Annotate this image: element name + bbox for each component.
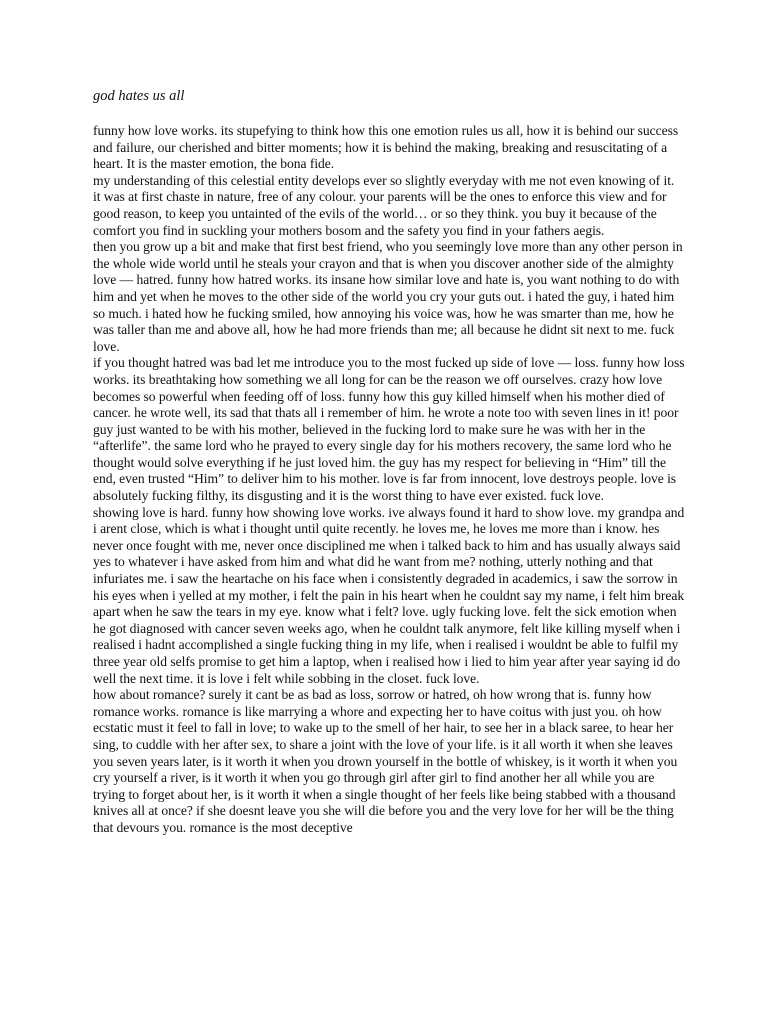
paragraph: my understanding of this celestial entity develops ever so slightly everyday with me not even knowing of it. it was at first chaste in nature, free of any colour. your parents will be the ones to enforce this view and for good reason, to keep you untainted of the evils of the world… or so they think. you buy it because of the comfort you find in suckling your mothers bosom and the safety you find in your fathers aegis.	[93, 172, 675, 238]
document-body	[93, 123, 685, 837]
paragraph: if you thought hatred was bad let me introduce you to the most fucked up side of love — loss. funny how loss works. its breathtaking how something we all long for can be the reason we off ourselves. crazy how love becomes so powerful when feeding off of loss. funny how this guy killed himself when his mother died of cancer. he wrote well, its sad that thats all i remember of him. he wrote a note too with seven lines in it! poor guy just wanted to be with his mother, believed in the fucking lord to make sure he was with her in the “afterlife”. the same lord who he prayed to every single day for his mothers recovery, the same lord who he thought would solve everything if he just loved him. the guy has my respect for believing in “Him” till the end, even trusted “Him” to deliver him to his mother. love is far from innocent, love destroys people. love is absolutely fucking filthy, its disgusting and it is the worst thing to have ever existed. fuck love.	[93, 355, 685, 504]
paragraph: then you grow up a bit and make that first best friend, who you seemingly love more than any other person in the whole wide world until he steals your crayon and that is when you discover another side of the almighty love — hatred. funny how hatred works. its insane how similar love and hate is, you want nothing to do with him and yet when he moves to the other side of the world you cry your guts out. i hated the guy, i hated him so much. i hated how he fucking smiled, how annoying his voice was, how he was smarter than me, how he was taller than me and above all, how he had more friends than me; all because he didnt sit next to me. fuck love.	[93, 239, 683, 354]
document-page	[93, 86, 685, 837]
paragraph: showing love is hard. funny how showing love works. ive always found it hard to show love. my grandpa and i arent close, which is what i thought until quite recently. he loves me, he loves me more than i know. hes never once fought with me, never once disciplined me when i talked back to him and has usually always said yes to whatever i have asked from him and what did he want from me? nothing, utterly nothing and that infuriates me. i saw the heartache on his face when i consistently degraded in academics, i saw the sorrow in his eyes when i yelled at my mother, i felt the pain in his heart when he couldnt say my name, i felt him break apart when he saw the tears in my eye. know what i felt? love. ugly fucking love. felt the sick emotion when he got diagnosed with cancer seven weeks ago, when he couldnt talk anymore, felt like killing myself when i realised i hadnt accomplished a single fucking thing in my life, when i realised i wouldnt be able to fulfil my three year old selfs promise to get him a laptop, when i realised how i lied to him year after year saying id do well the next time. it is love i felt while sobbing in the closet. fuck love.	[93, 504, 685, 686]
paragraph: how about romance? surely it cant be as bad as loss, sorrow or hatred, oh how wrong that is. funny how romance works. romance is like marrying a whore and expecting her to have coitus with just you. oh how ecstatic must it feel to fall in love; to wake up to the smell of her hair, to see her in a black saree, to hear her sing, to cuddle with her after sex, to share a joint with the love of your life. is it all worth it when she leaves you seven years later, is it worth it when you drown yourself in the bottle of whiskey, is it worth it when you cry yourself a river, is it worth it when you go through girl after girl to find another her all while you are trying to forget about her, is it worth it when a single thought of her feels like being stabbed with a thousand knives all at once? if she doesnt leave you she will die before you and the very love for her will be the thing that devours you. romance is the most deceptive	[93, 687, 678, 835]
paragraph: funny how love works. its stupefying to think how this one emotion rules us all, how it is behind our success and failure, our cherished and bitter moments; how it is behind the making, breaking and resuscitating of a heart. It is the master emotion, the bona fide.	[93, 123, 679, 172]
document-title: god hates us all	[93, 88, 185, 104]
